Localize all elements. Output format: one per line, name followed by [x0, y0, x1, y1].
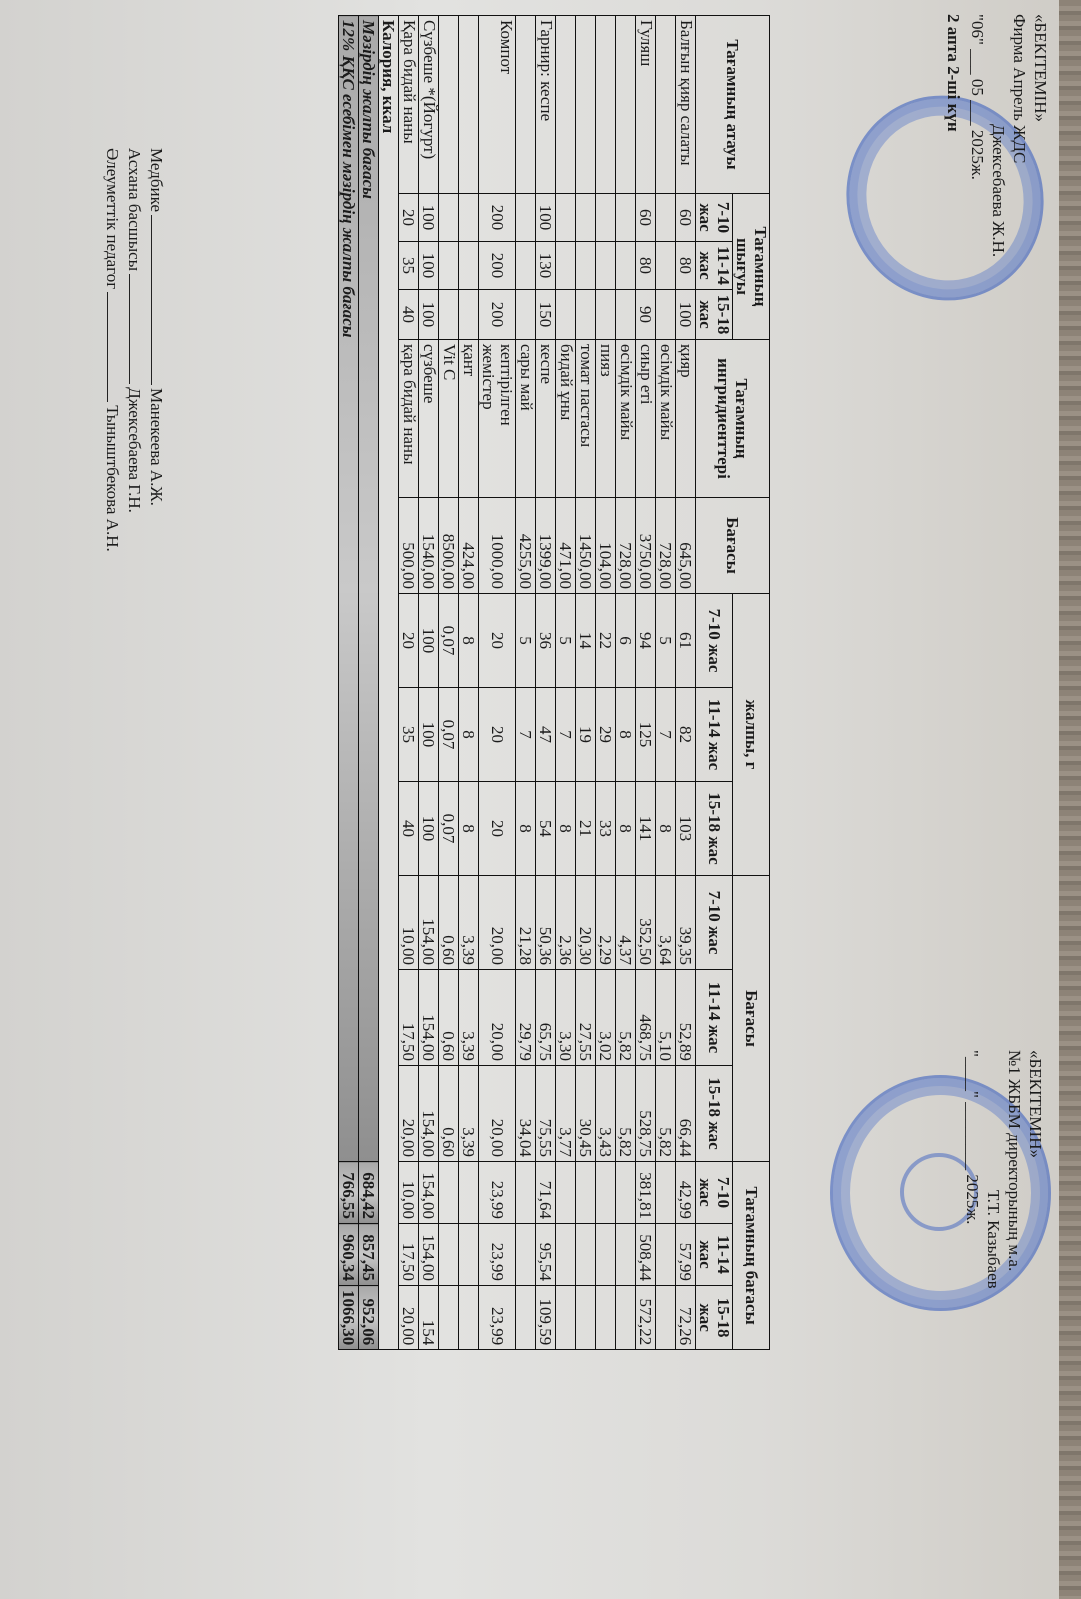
- ingredient-price: 1000,00: [479, 498, 516, 594]
- cost-11-14: 3,02: [596, 970, 616, 1066]
- grams-11-14: 20: [479, 688, 516, 782]
- dish-price-7-10: [596, 1162, 616, 1224]
- cost-7-10: 352,50: [636, 876, 656, 970]
- dish-name: [616, 16, 636, 194]
- approval-date: "____" ________ 2025ж.: [963, 1050, 982, 1225]
- dish-name: Гарнир: кеспе: [536, 16, 556, 194]
- grams-11-14: 82: [676, 688, 696, 782]
- cost-15-18: 66,44: [676, 1066, 696, 1162]
- ingredient: сары май: [516, 340, 536, 498]
- ingredient-price: 1540,00: [419, 498, 439, 594]
- grams-7-10: 20: [479, 594, 516, 688]
- dish-price-7-10: 381,81: [636, 1162, 656, 1224]
- ingredient-price: 500,00: [399, 498, 419, 594]
- dish-price-15-18: [459, 1286, 479, 1350]
- grams-11-14: 35: [399, 688, 419, 782]
- grams-15-18: 0,07: [439, 782, 459, 876]
- header-dish-price: Тағамның бағасы: [733, 1162, 770, 1350]
- grams-11-14: 8: [616, 688, 636, 782]
- yield-7-10: 100: [419, 194, 439, 242]
- dish-price-11-14: [576, 1224, 596, 1286]
- ingredient-price: 8500,00: [439, 498, 459, 594]
- grams-7-10: 20: [399, 594, 419, 688]
- dish-name: [459, 16, 479, 194]
- table-row: [459, 16, 479, 1350]
- ingredient: кеспе: [536, 340, 556, 498]
- grams-11-14: 7: [656, 688, 676, 782]
- dish-name: [576, 16, 596, 194]
- total-7-10: 684,42: [359, 1162, 379, 1224]
- table-row: [556, 16, 576, 1350]
- ingredient: пияз: [596, 340, 616, 498]
- total-label: Мәзірдің жалпы бағасы: [359, 16, 379, 1162]
- dish-price-11-14: 57,99: [676, 1224, 696, 1286]
- yield-11-14: [596, 242, 616, 290]
- signature-field: [151, 215, 152, 385]
- dish-price-11-14: 95,54: [536, 1224, 556, 1286]
- grams-15-18: 8: [616, 782, 636, 876]
- cost-7-10: 154,00: [419, 876, 439, 970]
- ingredient-price: 728,00: [656, 498, 676, 594]
- cost-15-18: 20,00: [479, 1066, 516, 1162]
- ingredient-price: 104,00: [596, 498, 616, 594]
- ingredient-price: 728,00: [616, 498, 636, 594]
- yield-11-14: 80: [676, 242, 696, 290]
- dish-price-11-14: [439, 1224, 459, 1286]
- dish-price-7-10: 10,00: [399, 1162, 419, 1224]
- table-row: [419, 16, 439, 1350]
- dish-price-15-18: [576, 1286, 596, 1350]
- ingredient: қант: [459, 340, 479, 498]
- dish-name: Балғын қияр салаты: [676, 16, 696, 194]
- grams-11-14: 7: [516, 688, 536, 782]
- yield-7-10: [616, 194, 636, 242]
- vat-total-11-14: 960,34: [339, 1224, 359, 1286]
- cost-11-14: 27,55: [576, 970, 596, 1066]
- dish-price-15-18: [616, 1286, 636, 1350]
- menu-rows: [399, 16, 696, 1350]
- yield-15-18: [439, 290, 459, 340]
- dish-price-15-18: [596, 1286, 616, 1350]
- header-price: Бағасы: [696, 498, 770, 594]
- table-row: [536, 16, 556, 1350]
- dish-price-15-18: [439, 1286, 459, 1350]
- dish-price-15-18: [656, 1286, 676, 1350]
- approval-title: «БЕКІТЕМІН»: [1026, 1050, 1045, 1158]
- vat-total-label: 12% ҚҚС есебімен мәзірдің жалпы бағасы: [339, 16, 359, 1162]
- dish-price-11-14: 154,00: [419, 1224, 439, 1286]
- wooden-table-edge: [1059, 0, 1081, 1599]
- header-dish-name: Тағамның атауы: [696, 16, 770, 194]
- header-age: 7-10 жас: [696, 876, 733, 970]
- table-row: [656, 16, 676, 1350]
- cost-7-10: 20,30: [576, 876, 596, 970]
- grams-15-18: 100: [419, 782, 439, 876]
- dish-price-7-10: [616, 1162, 636, 1224]
- header-age: 7-10 жас: [696, 1162, 733, 1224]
- dish-price-7-10: [576, 1162, 596, 1224]
- dish-price-7-10: 71,64: [536, 1162, 556, 1224]
- dish-price-15-18: [516, 1286, 536, 1350]
- cost-11-14: 17,50: [399, 970, 419, 1066]
- grams-7-10: 6: [616, 594, 636, 688]
- cost-11-14: 20,00: [479, 970, 516, 1066]
- cost-7-10: 39,35: [676, 876, 696, 970]
- cost-7-10: 21,28: [516, 876, 536, 970]
- signature-field: [107, 292, 108, 402]
- menu-day-label: 2 апта 2-ші күн: [944, 14, 963, 132]
- signature-line: [102, 148, 122, 552]
- cost-15-18: 34,04: [516, 1066, 536, 1162]
- cost-11-14: 3,30: [556, 970, 576, 1066]
- yield-7-10: 200: [479, 194, 516, 242]
- table-row: [616, 16, 636, 1350]
- grams-15-18: 141: [636, 782, 656, 876]
- yield-11-14: 200: [479, 242, 516, 290]
- yield-15-18: [459, 290, 479, 340]
- signature-field: [129, 274, 130, 384]
- ingredient-price: 1450,00: [576, 498, 596, 594]
- approval-title: «БЕКІТЕМІН»: [1031, 14, 1050, 122]
- grams-15-18: 8: [556, 782, 576, 876]
- table-row: [596, 16, 616, 1350]
- dish-price-7-10: [656, 1162, 676, 1224]
- cost-7-10: 3,64: [656, 876, 676, 970]
- signature-name: Тыныштбекова А.Н.: [103, 405, 122, 552]
- header-age: 15-18 жас: [696, 1066, 733, 1162]
- signature-line: [146, 148, 166, 506]
- approval-block-left: [967, 14, 1051, 257]
- cost-15-18: 3,77: [556, 1066, 576, 1162]
- cost-11-14: 5,82: [616, 970, 636, 1066]
- yield-11-14: [516, 242, 536, 290]
- grams-15-18: 54: [536, 782, 556, 876]
- cost-15-18: 528,75: [636, 1066, 656, 1162]
- grams-11-14: 0,07: [439, 688, 459, 782]
- total-11-14: 857,45: [359, 1224, 379, 1286]
- cost-15-18: 5,82: [616, 1066, 636, 1162]
- ingredient: өсімдік майы: [616, 340, 636, 498]
- grams-7-10: 5: [556, 594, 576, 688]
- yield-15-18: [596, 290, 616, 340]
- header-age: 7-10 жас: [696, 594, 733, 688]
- yield-7-10: 100: [536, 194, 556, 242]
- dish-price-11-14: [656, 1224, 676, 1286]
- dish-name: Компот: [479, 16, 516, 194]
- ingredient: Vit C: [439, 340, 459, 498]
- dish-name: [516, 16, 536, 194]
- header-age: 11-14 жас: [696, 688, 733, 782]
- yield-11-14: [576, 242, 596, 290]
- yield-11-14: 80: [636, 242, 656, 290]
- grams-15-18: 8: [516, 782, 536, 876]
- header-age: 15-18 жас: [696, 290, 733, 340]
- ingredient-price: 471,00: [556, 498, 576, 594]
- header-cost: Бағасы: [733, 876, 770, 1162]
- grams-11-14: 7: [556, 688, 576, 782]
- header-total-g: жалпы, г: [733, 594, 770, 876]
- dish-price-11-14: 17,50: [399, 1224, 419, 1286]
- table-row: [636, 16, 656, 1350]
- yield-15-18: [616, 290, 636, 340]
- cost-11-14: 3,39: [459, 970, 479, 1066]
- grams-7-10: 0,07: [439, 594, 459, 688]
- grams-15-18: 21: [576, 782, 596, 876]
- cost-15-18: 30,45: [576, 1066, 596, 1162]
- signature-line: [124, 148, 144, 513]
- yield-15-18: 100: [419, 290, 439, 340]
- dish-name: [656, 16, 676, 194]
- header-age: 11-14 жас: [696, 242, 733, 290]
- dish-name: Сүзбеше *(Йогурт): [419, 16, 439, 194]
- approval-signer: Т.Т. Казыбаев: [984, 1190, 1003, 1289]
- grams-7-10: 94: [636, 594, 656, 688]
- dish-price-7-10: 154,00: [419, 1162, 439, 1224]
- dish-price-11-14: [459, 1224, 479, 1286]
- header-age: 7-10 жас: [696, 194, 733, 242]
- table-row: [439, 16, 459, 1350]
- ingredient-price: 645,00: [676, 498, 696, 594]
- yield-7-10: 60: [676, 194, 696, 242]
- signature-role: Медбике: [147, 148, 166, 212]
- dish-price-15-18: [556, 1286, 576, 1350]
- yield-15-18: [656, 290, 676, 340]
- dish-price-7-10: [459, 1162, 479, 1224]
- ingredient: өсімдік майы: [656, 340, 676, 498]
- yield-11-14: [439, 242, 459, 290]
- header-age: 15-18 жас: [696, 1286, 733, 1350]
- grams-7-10: 100: [419, 594, 439, 688]
- approval-org: Фирма Апрель ЖДС: [1010, 14, 1029, 164]
- approval-org: №1 ЖББМ директорының м.а.: [1005, 1050, 1024, 1272]
- grams-7-10: 36: [536, 594, 556, 688]
- grams-11-14: 47: [536, 688, 556, 782]
- yield-11-14: [556, 242, 576, 290]
- yield-15-18: 90: [636, 290, 656, 340]
- ingredient-price: 424,00: [459, 498, 479, 594]
- dish-name: [556, 16, 576, 194]
- dish-price-11-14: 23,99: [479, 1224, 516, 1286]
- yield-7-10: 60: [636, 194, 656, 242]
- cost-7-10: 10,00: [399, 876, 419, 970]
- yield-11-14: [656, 242, 676, 290]
- yield-15-18: 100: [676, 290, 696, 340]
- cost-7-10: 0,60: [439, 876, 459, 970]
- ingredient: томат пастасы: [576, 340, 596, 498]
- dish-price-15-18: 109,59: [536, 1286, 556, 1350]
- ingredient-price: 4255,00: [516, 498, 536, 594]
- yield-7-10: [596, 194, 616, 242]
- grams-15-18: 103: [676, 782, 696, 876]
- grams-7-10: 61: [676, 594, 696, 688]
- yield-15-18: 40: [399, 290, 419, 340]
- grams-11-14: 125: [636, 688, 656, 782]
- dish-price-15-18: 572,22: [636, 1286, 656, 1350]
- dish-name: [596, 16, 616, 194]
- dish-price-11-14: 508,44: [636, 1224, 656, 1286]
- grams-11-14: 100: [419, 688, 439, 782]
- total-15-18: 952,06: [359, 1286, 379, 1350]
- header-yield: Тағамның шығуы: [733, 194, 770, 340]
- dish-price-7-10: [516, 1162, 536, 1224]
- yield-15-18: 150: [536, 290, 556, 340]
- cost-15-18: 5,82: [656, 1066, 676, 1162]
- header-age: 11-14 жас: [696, 970, 733, 1066]
- dish-price-11-14: [556, 1224, 576, 1286]
- yield-15-18: [556, 290, 576, 340]
- calories-row: Калория, ккал: [379, 16, 399, 1350]
- cost-11-14: 29,79: [516, 970, 536, 1066]
- dish-price-11-14: [516, 1224, 536, 1286]
- yield-7-10: [439, 194, 459, 242]
- dish-name: [439, 16, 459, 194]
- grams-7-10: 14: [576, 594, 596, 688]
- cost-15-18: 3,43: [596, 1066, 616, 1162]
- table-row: [399, 16, 419, 1350]
- grams-15-18: 20: [479, 782, 516, 876]
- ingredient: сиыр еті: [636, 340, 656, 498]
- cost-15-18: 154,00: [419, 1066, 439, 1162]
- yield-7-10: [556, 194, 576, 242]
- yield-15-18: [576, 290, 596, 340]
- cost-7-10: 3,39: [459, 876, 479, 970]
- cost-15-18: 3,39: [459, 1066, 479, 1162]
- grams-15-18: 40: [399, 782, 419, 876]
- cost-11-14: 0,60: [439, 970, 459, 1066]
- dish-price-15-18: 72,26: [676, 1286, 696, 1350]
- signature-name: Манекеева А.Ж.: [147, 388, 166, 506]
- menu-table: [338, 15, 770, 1350]
- grams-7-10: 5: [516, 594, 536, 688]
- grams-15-18: 33: [596, 782, 616, 876]
- ingredient: бидай ұны: [556, 340, 576, 498]
- ingredient: қара бидай наны: [399, 340, 419, 498]
- cost-7-10: 4,37: [616, 876, 636, 970]
- ingredient-price: 1399,00: [536, 498, 556, 594]
- header-ingredients: Тағамның ингридиенттері: [696, 340, 770, 498]
- vat-total-7-10: 766,55: [339, 1162, 359, 1224]
- dish-price-7-10: [439, 1162, 459, 1224]
- grams-7-10: 22: [596, 594, 616, 688]
- signature-role: Асхана басшысы: [125, 148, 144, 272]
- signature-name: Джексебаева Г.Н.: [125, 387, 144, 513]
- yield-15-18: 200: [479, 290, 516, 340]
- cost-11-14: 52,89: [676, 970, 696, 1066]
- dish-price-7-10: 42,99: [676, 1162, 696, 1224]
- approval-block-right: [962, 1050, 1046, 1289]
- table-row: [479, 16, 516, 1350]
- yield-7-10: [656, 194, 676, 242]
- yield-7-10: [576, 194, 596, 242]
- grams-11-14: 19: [576, 688, 596, 782]
- grams-15-18: 8: [459, 782, 479, 876]
- ingredient: сүзбеше: [419, 340, 439, 498]
- yield-7-10: [459, 194, 479, 242]
- cost-15-18: 20,00: [399, 1066, 419, 1162]
- dish-price-7-10: 23,99: [479, 1162, 516, 1224]
- yield-7-10: 20: [399, 194, 419, 242]
- table-row: [576, 16, 596, 1350]
- grams-11-14: 29: [596, 688, 616, 782]
- cost-7-10: 50,36: [536, 876, 556, 970]
- grams-7-10: 5: [656, 594, 676, 688]
- cost-11-14: 65,75: [536, 970, 556, 1066]
- header-age: 11-14 жас: [696, 1224, 733, 1286]
- table-row: [676, 16, 696, 1350]
- yield-11-14: 130: [536, 242, 556, 290]
- dish-price-7-10: [556, 1162, 576, 1224]
- grams-7-10: 8: [459, 594, 479, 688]
- approval-signer: Джексебаева Ж.Н.: [989, 124, 1008, 258]
- dish-price-15-18: 20,00: [399, 1286, 419, 1350]
- yield-15-18: [516, 290, 536, 340]
- yield-11-14: 100: [419, 242, 439, 290]
- yield-11-14: 35: [399, 242, 419, 290]
- yield-11-14: [459, 242, 479, 290]
- cost-7-10: 2,36: [556, 876, 576, 970]
- yield-7-10: [516, 194, 536, 242]
- dish-price-15-18: 23,99: [479, 1286, 516, 1350]
- dish-price-11-14: [616, 1224, 636, 1286]
- cost-15-18: 75,55: [536, 1066, 556, 1162]
- dish-name: Гуляш: [636, 16, 656, 194]
- approval-date: "06" ___ 05 ___ 2025ж.: [968, 14, 987, 180]
- vat-total-15-18: 1066,30: [339, 1286, 359, 1350]
- cost-7-10: 2,29: [596, 876, 616, 970]
- ingredient: кептірілген жемістер: [479, 340, 516, 498]
- header-age: 15-18 жас: [696, 782, 733, 876]
- cost-15-18: 0,60: [439, 1066, 459, 1162]
- ingredient-price: 3750,00: [636, 498, 656, 594]
- ingredient: қияр: [676, 340, 696, 498]
- cost-11-14: 5,10: [656, 970, 676, 1066]
- dish-price-11-14: [596, 1224, 616, 1286]
- cost-11-14: 154,00: [419, 970, 439, 1066]
- grams-11-14: 8: [459, 688, 479, 782]
- yield-11-14: [616, 242, 636, 290]
- table-row: [516, 16, 536, 1350]
- cost-11-14: 468,75: [636, 970, 656, 1066]
- dish-name: Қара бидай наны: [399, 16, 419, 194]
- dish-price-15-18: 154: [419, 1286, 439, 1350]
- cost-7-10: 20,00: [479, 876, 516, 970]
- signature-role: Әлеуметтік педагог: [103, 148, 122, 290]
- grams-15-18: 8: [656, 782, 676, 876]
